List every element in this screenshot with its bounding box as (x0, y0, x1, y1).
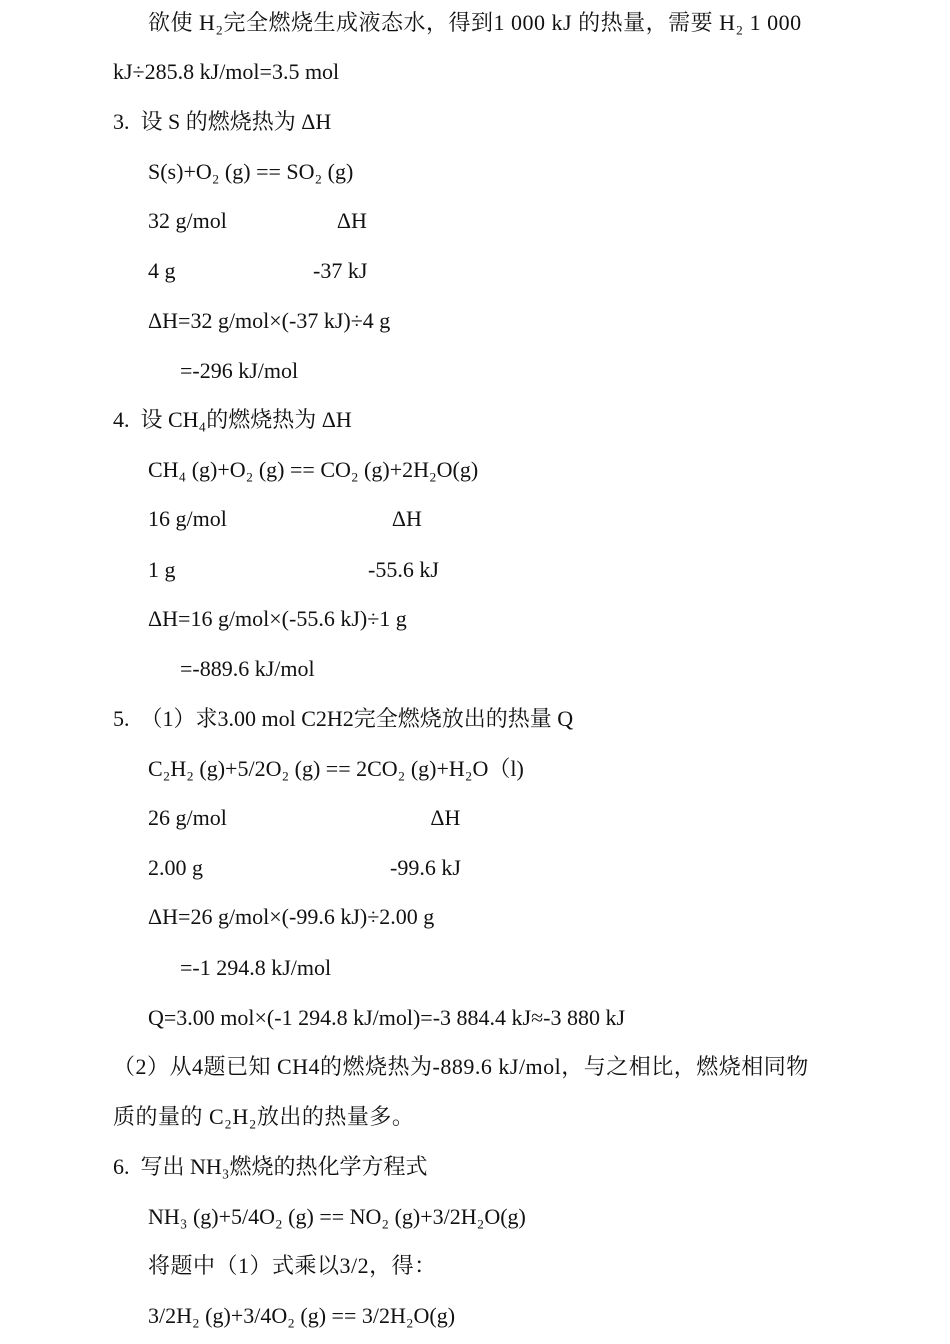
equation-s-combustion: S(s)+O₂ (g) == SO₂ (g) (148, 159, 354, 184)
calculation-line: ΔH=32 g/mol×(-37 kJ)÷4 g (148, 308, 391, 333)
text-line-2: kJ÷285.8 kJ/mol=3.5 mol (113, 59, 340, 84)
section-3-heading: 3. 设 S 的燃烧热为 ΔH (113, 109, 332, 134)
text-line-1: 欲使 H₂完全燃烧生成液态水，得到1 000 kJ 的热量，需要 H₂ 1 000 (148, 10, 802, 35)
given-mass-row: 4 g -37 kJ (148, 258, 368, 283)
calculation-line: ΔH=16 g/mol×(-55.6 kJ)÷1 g (148, 606, 407, 631)
molar-mass-row: 26 g/mol ΔH (148, 805, 461, 830)
section-6-heading: 6. 写出 NH₃燃烧的热化学方程式 (113, 1154, 428, 1179)
section-4-heading: 4. 设 CH₄的燃烧热为 ΔH (113, 407, 352, 432)
result-line: =-296 kJ/mol (180, 358, 299, 383)
molar-mass-row: 16 g/mol ΔH (148, 506, 422, 531)
result-line: =-1 294.8 kJ/mol (180, 955, 332, 980)
equation-ch4-combustion: CH₄ (g)+O₂ (g) == CO₂ (g)+2H₂O(g) (148, 457, 479, 482)
equation-c2h2-combustion: C₂H₂ (g)+5/2O₂ (g) == 2CO₂ (g)+H₂O（l) (148, 756, 524, 781)
equation-nh3-combustion: NH₃ (g)+5/4O₂ (g) == NO₂ (g)+3/2H₂O(g) (148, 1204, 526, 1229)
calculation-line: ΔH=26 g/mol×(-99.6 kJ)÷2.00 g (148, 904, 435, 929)
equation-h2-scaled: 3/2H₂ (g)+3/4O₂ (g) == 3/2H₂O(g) (148, 1303, 456, 1328)
instruction-line: 将题中（1）式乘以3/2，得： (148, 1253, 437, 1278)
comparison-paragraph-line-2: 质的量的 C₂H₂放出的热量多。 (113, 1104, 415, 1129)
given-mass-row: 1 g -55.6 kJ (148, 557, 439, 582)
given-mass-row: 2.00 g -99.6 kJ (148, 855, 461, 880)
result-line: =-889.6 kJ/mol (180, 656, 315, 681)
section-5-heading: 5. （1）求3.00 mol C2H2完全燃烧放出的热量 Q (113, 706, 574, 731)
molar-mass-row: 32 g/mol ΔH (148, 208, 367, 233)
q-calculation-line: Q=3.00 mol×(-1 294.8 kJ/mol)=-3 884.4 kJ≈-3 880 kJ (148, 1005, 626, 1030)
comparison-paragraph-line-1: （2）从4题已知 CH4的燃烧热为-889.6 kJ/mol，与之相比，燃烧相同物 (113, 1054, 809, 1079)
